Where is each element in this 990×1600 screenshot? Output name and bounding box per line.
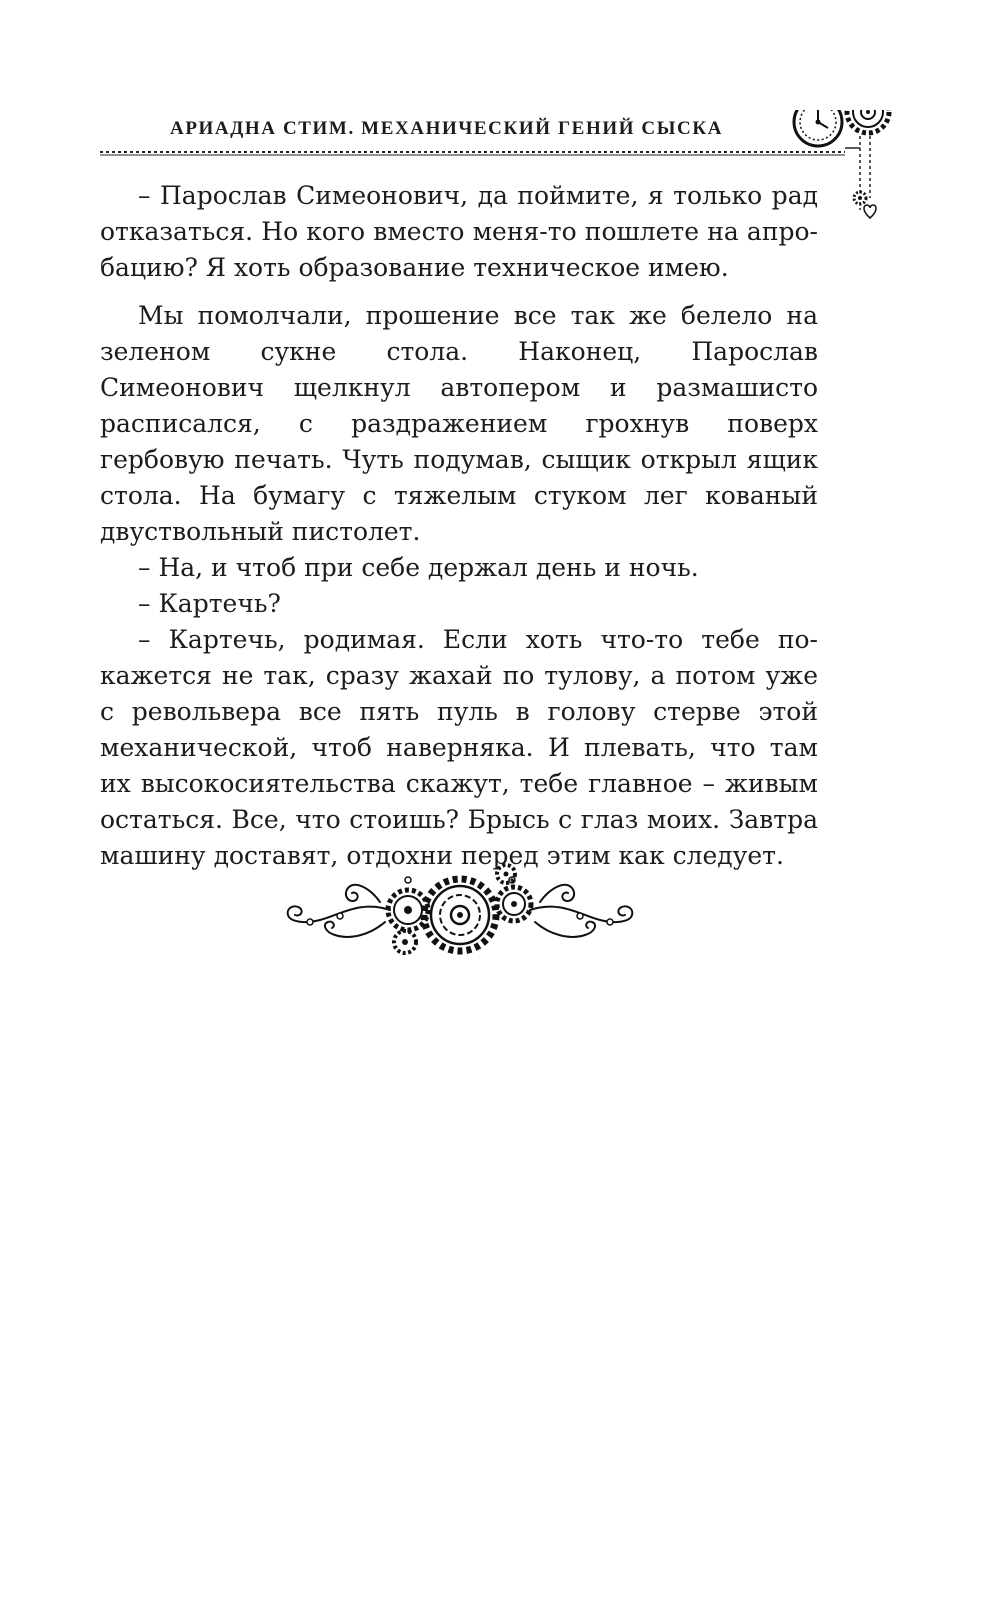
paragraph: Мы помолчали, прошение все так же белело на зеленом сукне стола. Наконец, Парослав Симеонович щелкнул автопером и размашисто расписался, с раздражением грохнув поверх гербовую печать. Чуть подумав, сыщик открыл ящик стола. На бумагу с тяжелым стуком лег кованый двуствольный пистолет. [100, 301, 818, 546]
gear-icon [424, 879, 496, 951]
paragraph: – На, и чтоб при себе держал день и ночь. [138, 553, 699, 582]
paragraph: – Картечь? [138, 589, 281, 618]
clock-icon [794, 110, 842, 146]
gear-icon [497, 887, 531, 921]
paragraph: – Картечь, родимая. Если хоть что-то тебе покажется не так, сразу жахай по тулову, а потом уже с револьвера все пять пуль в голову стерве этой механической, чтоб наверняка. И плевать, что там их высокосиятельства скажут, тебе главное – живым остаться. Все, что стоишь? Брысь с глаз моих. Завтра машину доставят, отдохни перед этим как следует. [100, 625, 818, 870]
gear-flourish-ornament [280, 860, 640, 970]
heart-pendant-icon [864, 205, 876, 218]
gear-icon [847, 110, 889, 133]
gear-icon [388, 890, 428, 930]
running-title: АРИАДНА СТИМ. МЕХАНИЧЕСКИЙ ГЕНИЙ СЫСКА [170, 118, 724, 139]
gear-icon [497, 865, 515, 883]
paragraph: – Парослав Симеонович, да поймите, я только рад отказаться. Но кого вместо меня-то пошлете на апробацию? Я хоть образование техническое имею. [100, 181, 818, 282]
gear-icon [394, 931, 416, 953]
body-text [100, 178, 818, 874]
